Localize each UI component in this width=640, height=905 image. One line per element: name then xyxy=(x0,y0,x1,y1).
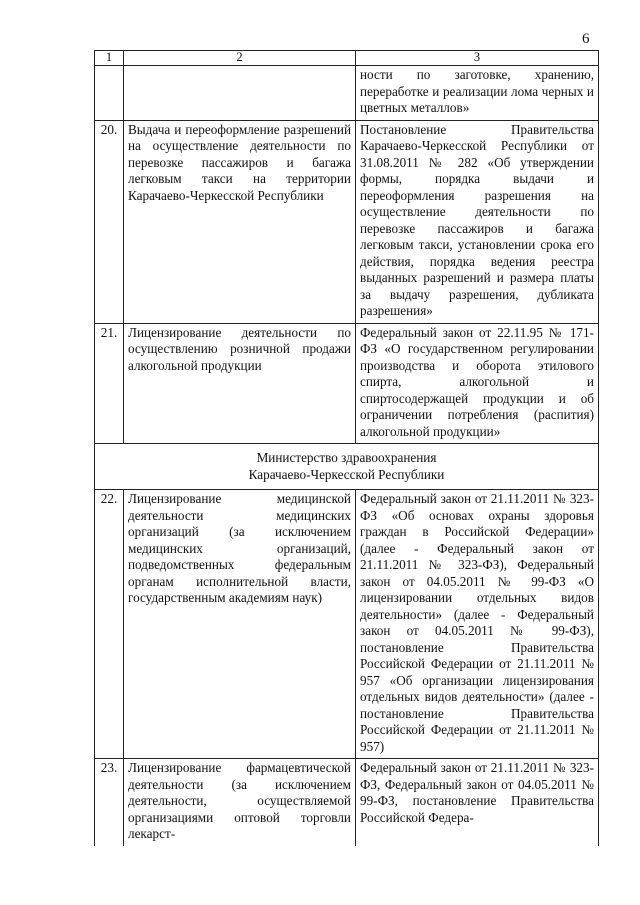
row-number: 23. xyxy=(95,759,124,846)
legal-basis: Федеральный закон от 21.11.2011 № 323-ФЗ «Об основах охраны здоровья граждан в Российской Федерации» (далее - Федеральный закон от 21.11.2011 № 323-ФЗ), Федеральный закон от 04.05.2011 № 99-ФЗ «О лицензировании отдельных видов деятельности» (далее - Федеральный закон от 04.05.2011 № 99-ФЗ), постановление Правительства Российской Федерации от 21.11.2011 № 957 «Об организации лицензирования отдельных видов деятельности» (далее - постановление Правительства Российской Федерации от 21.11.2011 № 957) xyxy=(356,490,599,759)
table-row-continuation xyxy=(95,66,599,121)
legal-basis: Постановление Правительства Карачаево-Черкесской Республики от 31.08.2011 № 282 «Об утверждении формы, порядка выдачи и переоформления разрешения на осуществление деятельности по перевозке пассажиров и багажа легковым такси, установлении срока его действия, порядка ведения реестра выданных разрешений и размера платы за выдачу разрешения, дубликата разрешения» xyxy=(356,120,599,323)
section-title-line-2: Карачаево-Черкесской Республики xyxy=(248,466,445,482)
service-cell xyxy=(124,66,356,121)
table-row xyxy=(95,120,599,323)
legal-basis: Федеральный закон от 21.11.2011 № 323-ФЗ, Федеральный закон от 04.05.2011 № 99-ФЗ, постановление Правительства Российской Федера- xyxy=(356,759,599,846)
legal-basis-cell: ности по заготовке, хранению, переработке и реализации лома черных и цветных металлов» xyxy=(356,66,599,121)
page-number: 6 xyxy=(582,31,590,47)
table-row xyxy=(95,323,599,444)
section-title-line-1: Министерство здравоохранения xyxy=(256,450,437,465)
row-number-cell xyxy=(95,66,124,121)
service-name: Выдача и переоформление разрешений на осуществление деятельности по перевозке пассажиров и багажа легковым такси на территории Карачаево-Черкесской Республики xyxy=(124,120,356,323)
row-number: 22. xyxy=(95,490,124,759)
row-number: 21. xyxy=(95,323,124,444)
row-number: 20. xyxy=(95,120,124,323)
table-row xyxy=(95,759,599,846)
header-col-3: 3 xyxy=(356,51,599,66)
legal-basis: Федеральный закон от 22.11.95 № 171-ФЗ «О государственном регулировании производства и оборота этилового спирта, алкогольной и спиртосодержащей продукции и об ограничении потребления (распития) алкогольной продукции» xyxy=(356,323,599,444)
section-title xyxy=(95,444,599,490)
section-header-row xyxy=(95,444,599,490)
table-row xyxy=(95,490,599,759)
service-name: Лицензирование медицинской деятельности медицинских организаций (за исключением медицинских организаций, подведомственных федеральным органам исполнительной власти, государственным академиям наук) xyxy=(124,490,356,759)
services-table xyxy=(94,50,599,846)
service-name: Лицензирование фармацевтической деятельности (за исключением деятельности, осуществляемой организациями оптовой торговли лекарст- xyxy=(124,759,356,846)
table-header-row xyxy=(95,51,599,66)
service-name: Лицензирование деятельности по осуществлению розничной продажи алкогольной продукции xyxy=(124,323,356,444)
header-col-2: 2 xyxy=(124,51,356,66)
header-col-1: 1 xyxy=(95,51,124,66)
